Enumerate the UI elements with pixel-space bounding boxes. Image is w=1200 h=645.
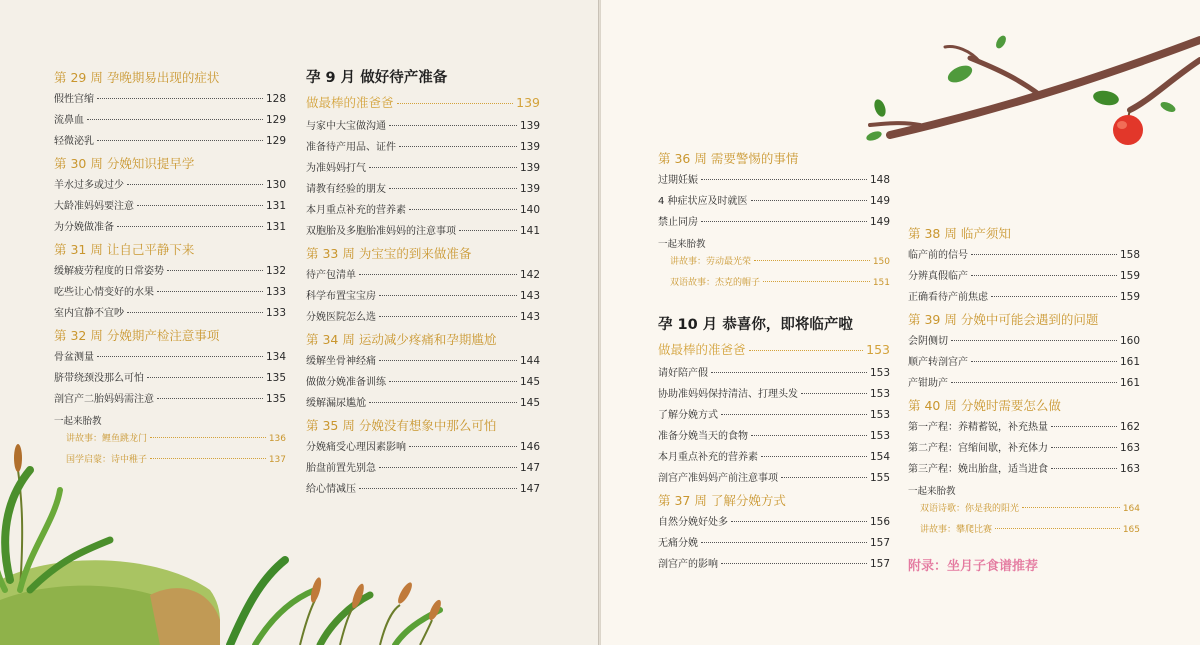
- toc-entry[interactable]: [54, 304, 286, 325]
- leader-dots: [397, 103, 514, 104]
- leader-dots: [781, 477, 867, 478]
- toc-entry[interactable]: [658, 469, 890, 490]
- leader-dots: [379, 360, 517, 361]
- page-number: 133: [265, 307, 286, 319]
- entry-label: 了解分娩方式: [658, 410, 718, 421]
- toc-week-38: [908, 223, 1140, 309]
- leader-dots: [801, 393, 867, 394]
- toc-entry[interactable]: [54, 111, 286, 132]
- entry-label: 分娩医院怎么选: [306, 312, 376, 323]
- leader-dots: [389, 381, 517, 382]
- page-number: 143: [519, 311, 540, 323]
- page-number: 131: [265, 200, 286, 212]
- leader-dots: [137, 205, 263, 206]
- page-number: 153: [869, 409, 890, 421]
- toc-entry[interactable]: [54, 176, 286, 197]
- leader-dots: [369, 402, 517, 403]
- leader-dots: [711, 372, 867, 373]
- leader-dots: [157, 291, 263, 292]
- page-number: 133: [265, 286, 286, 298]
- page-number: 154: [869, 451, 890, 463]
- page-number: 163: [1119, 442, 1140, 454]
- toc-entry[interactable]: [306, 373, 540, 394]
- leader-dots: [995, 528, 1120, 529]
- leader-dots: [1051, 426, 1117, 427]
- entry-label: 胎盘前置先别急: [306, 463, 376, 474]
- toc-entry[interactable]: [658, 406, 890, 427]
- toc-prenatal-education: [658, 236, 890, 296]
- entry-label: 给心情减压: [306, 484, 356, 495]
- entry-label: 本月重点补充的营养素: [306, 205, 406, 216]
- entry-label: 双语故事：杰克的帽子: [670, 278, 761, 288]
- toc-week-40: [908, 395, 1140, 481]
- entry-label: 脐带绕颈没那么可怕: [54, 373, 144, 384]
- page-number: 161: [1119, 356, 1140, 368]
- leader-dots: [97, 98, 263, 99]
- entry-label: 分娩痛受心理因素影响: [306, 442, 406, 453]
- leader-dots: [751, 200, 867, 201]
- toc-entry[interactable]: [908, 418, 1140, 439]
- entry-label: 剖宫产二胎妈妈需注意: [54, 394, 154, 405]
- tree-branch-with-apple-illustration: [860, 30, 1200, 160]
- page-number: 135: [265, 393, 286, 405]
- page-number: 146: [519, 441, 540, 453]
- part-title: 孕 9 月 做好待产准备: [306, 70, 448, 86]
- leader-dots: [763, 281, 870, 282]
- toc-week-39: [908, 309, 1140, 395]
- toc-entry[interactable]: [54, 348, 286, 369]
- page-number: 137: [268, 455, 286, 465]
- toc-entry[interactable]: [908, 374, 1140, 395]
- grass-plants-illustration: [0, 430, 450, 645]
- page-number: 160: [1119, 335, 1140, 347]
- toc-entry[interactable]: [54, 132, 286, 153]
- toc-entry[interactable]: [658, 364, 890, 385]
- toc-prenatal-education: [908, 483, 1140, 543]
- week-title: 第 36 周 需要警惕的事情: [658, 151, 799, 166]
- entry-label: 分辨真假临产: [908, 271, 968, 282]
- toc-entry[interactable]: [306, 394, 540, 415]
- leader-dots: [1022, 507, 1120, 508]
- leader-dots: [701, 542, 867, 543]
- entry-label: 骨盆测量: [54, 352, 94, 363]
- entry-label: 假性宫缩: [54, 94, 94, 105]
- toc-entry[interactable]: [908, 332, 1140, 353]
- toc-entry[interactable]: [54, 90, 286, 111]
- leader-dots: [97, 140, 263, 141]
- toc-entry[interactable]: [908, 288, 1140, 309]
- entry-label: 双胞胎及多胞胎准妈妈的注意事项: [306, 226, 456, 237]
- page-number: 162: [1119, 421, 1140, 433]
- entry-label: 为准妈妈打气: [306, 163, 366, 174]
- toc-entry[interactable]: [908, 246, 1140, 267]
- page-number: 131: [265, 221, 286, 233]
- page-number: 140: [519, 204, 540, 216]
- toc-entry[interactable]: [306, 138, 540, 159]
- entry-label: 讲故事：鲤鱼跳龙门: [66, 434, 148, 444]
- entry-label: 准备分娩当天的食物: [658, 431, 748, 442]
- toc-entry[interactable]: [658, 275, 890, 296]
- entry-label: 请教有经验的朋友: [306, 184, 386, 195]
- page-number: 143: [519, 290, 540, 302]
- leader-dots: [157, 398, 263, 399]
- page-number: 158: [1119, 249, 1140, 261]
- leader-dots: [749, 350, 864, 351]
- entry-label: 缓解漏尿尴尬: [306, 398, 366, 409]
- toc-entry[interactable]: [908, 439, 1140, 460]
- entry-label: 吃些让心情变好的水果: [54, 287, 154, 298]
- leader-dots: [701, 179, 867, 180]
- toc-entry[interactable]: [54, 283, 286, 304]
- toc-entry[interactable]: [306, 266, 540, 287]
- toc-entry[interactable]: [658, 213, 890, 234]
- entry-label: 正确看待产前焦虑: [908, 292, 988, 303]
- toc-entry[interactable]: [658, 171, 890, 192]
- toc-entry[interactable]: [658, 427, 890, 448]
- week-title: 第 35 周 分娩没有想象中那么可怕: [306, 418, 497, 433]
- toc-week-34: [306, 329, 540, 415]
- page-number: 139: [519, 183, 540, 195]
- page-number: 136: [268, 434, 286, 444]
- leader-dots: [127, 184, 263, 185]
- page-number: 151: [872, 278, 890, 288]
- entry-label: 本月重点补充的营养素: [658, 452, 758, 463]
- leader-dots: [971, 254, 1117, 255]
- entry-label: 做最棒的准爸爸: [658, 342, 746, 357]
- entry-label: 请好陪产假: [658, 368, 708, 379]
- sub-section-title: 一起来胎教: [908, 486, 956, 497]
- toc-entry[interactable]: [54, 197, 286, 218]
- page-number: 145: [519, 376, 540, 388]
- week-title: 第 29 周 孕晚期易出现的症状: [54, 70, 220, 85]
- toc-week-37: [658, 490, 890, 576]
- entry-label: 过期妊娠: [658, 175, 698, 186]
- page-number: 153: [869, 367, 890, 379]
- entry-label: 会阴侧切: [908, 336, 948, 347]
- page-number: 155: [869, 472, 890, 484]
- entry-label: 国学启蒙：诗中稚子: [66, 455, 148, 465]
- leader-dots: [971, 275, 1117, 276]
- page-number: 134: [265, 351, 286, 363]
- page-number: 159: [1119, 291, 1140, 303]
- leader-dots: [117, 226, 263, 227]
- entry-label: 第三产程：娩出胎盘，适当进食: [908, 464, 1048, 475]
- page-number: 145: [519, 397, 540, 409]
- leader-dots: [701, 221, 867, 222]
- entry-label: 为分娩做准备: [54, 222, 114, 233]
- entry-label: 顺产转剖宫产: [908, 357, 968, 368]
- toc-week-29: [54, 67, 286, 153]
- week-title: 第 32 周 分娩期产检注意事项: [54, 328, 220, 343]
- leader-dots: [721, 414, 867, 415]
- week-title: 第 39 周 分娩中可能会遇到的问题: [908, 312, 1099, 327]
- entry-label: 产钳助产: [908, 378, 948, 389]
- page-number: 163: [1119, 463, 1140, 475]
- week-title: 第 33 周 为宝宝的到来做准备: [306, 246, 472, 261]
- toc-entry[interactable]: [658, 534, 890, 555]
- book-spine: [598, 0, 601, 645]
- page-number: 153: [866, 342, 890, 357]
- leader-dots: [127, 312, 263, 313]
- leader-dots: [459, 230, 517, 231]
- page-number: 165: [1122, 525, 1140, 535]
- entry-label: 科学布置宝宝房: [306, 291, 376, 302]
- week-title: 第 30 周 分娩知识提早学: [54, 156, 195, 171]
- leader-dots: [971, 361, 1117, 362]
- entry-label: 做做分娩准备训练: [306, 377, 386, 388]
- page-number: 135: [265, 372, 286, 384]
- leader-dots: [389, 188, 517, 189]
- toc-entry[interactable]: [54, 369, 286, 390]
- leader-dots: [721, 563, 867, 564]
- leader-dots: [97, 356, 263, 357]
- toc-entry[interactable]: [54, 390, 286, 411]
- leader-dots: [147, 377, 263, 378]
- leader-dots: [369, 167, 517, 168]
- feature-entry[interactable]: [658, 340, 890, 362]
- toc-week-36: [658, 148, 890, 234]
- toc-entry[interactable]: [306, 117, 540, 138]
- entry-label: 剖宫产的影响: [658, 559, 718, 570]
- leader-dots: [399, 146, 517, 147]
- leader-dots: [754, 260, 870, 261]
- entry-label: 4 种症状应及时就医: [658, 196, 748, 207]
- entry-label: 羊水过多或过少: [54, 180, 124, 191]
- toc-entry[interactable]: [54, 218, 286, 239]
- page-number: 153: [869, 430, 890, 442]
- page-number: 139: [516, 95, 540, 110]
- toc-entry[interactable]: [908, 353, 1140, 374]
- page-number: 164: [1122, 504, 1140, 514]
- entry-label: 第二产程：宫缩间歇，补充体力: [908, 443, 1048, 454]
- toc-entry[interactable]: [306, 308, 540, 329]
- entry-label: 临产前的信号: [908, 250, 968, 261]
- page-number: 157: [869, 537, 890, 549]
- leader-dots: [167, 270, 263, 271]
- toc-entry[interactable]: [908, 501, 1140, 522]
- page-number: 147: [519, 462, 540, 474]
- leader-dots: [379, 316, 517, 317]
- leader-dots: [389, 125, 517, 126]
- leader-dots: [87, 119, 263, 120]
- toc-week-32: [54, 325, 286, 411]
- week-title: 第 34 周 运动减少疼痛和孕期尴尬: [306, 332, 497, 347]
- page-number: 130: [265, 179, 286, 191]
- leader-dots: [379, 295, 517, 296]
- toc-column-3: [658, 148, 890, 576]
- entry-label: 讲故事：劳动最光荣: [670, 257, 752, 267]
- entry-label: 双语诗歌：你是我的阳光: [920, 504, 1020, 514]
- week-title: 第 37 周 了解分娩方式: [658, 493, 786, 508]
- toc-entry[interactable]: [54, 262, 286, 283]
- page-number: 157: [869, 558, 890, 570]
- entry-label: 无痛分娩: [658, 538, 698, 549]
- leader-dots: [751, 435, 867, 436]
- toc-week-31: [54, 239, 286, 325]
- toc-entry[interactable]: [658, 448, 890, 469]
- entry-label: 自然分娩好处多: [658, 517, 728, 528]
- leader-dots: [1051, 447, 1117, 448]
- toc-entry[interactable]: [306, 201, 540, 222]
- leader-dots: [761, 456, 867, 457]
- toc-column-4: [908, 223, 1140, 577]
- entry-label: 禁止同房: [658, 217, 698, 228]
- entry-label: 第一产程：养精蓄锐，补充热量: [908, 422, 1048, 433]
- toc-entry[interactable]: [908, 522, 1140, 543]
- page-number: 144: [519, 355, 540, 367]
- page-number: 148: [869, 174, 890, 186]
- leader-dots: [1051, 468, 1117, 469]
- toc-entry[interactable]: [306, 287, 540, 308]
- page-number: 153: [869, 388, 890, 400]
- leader-dots: [951, 382, 1117, 383]
- page-number: 147: [519, 483, 540, 495]
- entry-label: 讲故事：攀爬比赛: [920, 525, 993, 535]
- page-number: 142: [519, 269, 540, 281]
- page-number: 129: [265, 135, 286, 147]
- toc-entry[interactable]: [658, 513, 890, 534]
- leader-dots: [731, 521, 867, 522]
- toc-entry[interactable]: [306, 180, 540, 201]
- week-title: 第 38 周 临产须知: [908, 226, 1011, 241]
- part-title: 孕 10 月 恭喜你，即将临产啦: [658, 317, 853, 333]
- entry-label: 大龄准妈妈要注意: [54, 201, 134, 212]
- page-number: 149: [869, 195, 890, 207]
- entry-label: 室内宜静不宜吵: [54, 308, 124, 319]
- page-number: 150: [872, 257, 890, 267]
- sub-section-title: 一起来胎教: [54, 416, 102, 427]
- page-number: 141: [519, 225, 540, 237]
- entry-label: 轻微泌乳: [54, 136, 94, 147]
- toc-week-30: [54, 153, 286, 239]
- toc-entry[interactable]: [908, 267, 1140, 288]
- feature-entry[interactable]: [306, 93, 540, 115]
- week-title: 第 40 周 分娩时需要怎么做: [908, 398, 1061, 413]
- page-number: 132: [265, 265, 286, 277]
- page-number: 159: [1119, 270, 1140, 282]
- leader-dots: [951, 340, 1117, 341]
- page-number: 128: [265, 93, 286, 105]
- page-number: 129: [265, 114, 286, 126]
- toc-entry[interactable]: [306, 159, 540, 180]
- leader-dots: [991, 296, 1117, 297]
- entry-label: 流鼻血: [54, 115, 84, 126]
- toc-entry[interactable]: [908, 460, 1140, 481]
- toc-entry[interactable]: [658, 254, 890, 275]
- entry-label: 待产包清单: [306, 270, 356, 281]
- page-number: 156: [869, 516, 890, 528]
- entry-label: 协助准妈妈保持清洁、打理头发: [658, 389, 798, 400]
- leader-dots: [359, 274, 517, 275]
- page-number: 139: [519, 141, 540, 153]
- week-title: 第 31 周 让自己平静下来: [54, 242, 195, 257]
- entry-label: 准备待产用品、证件: [306, 142, 396, 153]
- toc-column-1: [54, 67, 286, 473]
- entry-label: 与家中大宝做沟通: [306, 121, 386, 132]
- toc-entry[interactable]: [306, 352, 540, 373]
- page-number: 149: [869, 216, 890, 228]
- page-number: 161: [1119, 377, 1140, 389]
- leader-dots: [409, 209, 517, 210]
- sub-section-title: 一起来胎教: [658, 239, 706, 250]
- entry-label: 缓解疲劳程度的日常姿势: [54, 266, 164, 277]
- toc-week-33: [306, 243, 540, 329]
- toc-entry[interactable]: [658, 192, 890, 213]
- entry-label: 剖宫产准妈妈产前注意事项: [658, 473, 778, 484]
- page-number: 139: [519, 162, 540, 174]
- page-number: 139: [519, 120, 540, 132]
- toc-entry[interactable]: [658, 385, 890, 406]
- entry-label: 缓解坐骨神经痛: [306, 356, 376, 367]
- toc-entry[interactable]: [658, 555, 890, 576]
- entry-label: 做最棒的准爸爸: [306, 95, 394, 110]
- toc-entry[interactable]: [306, 222, 540, 243]
- appendix-link[interactable]: 附录：坐月子食谱推荐: [908, 559, 1039, 574]
